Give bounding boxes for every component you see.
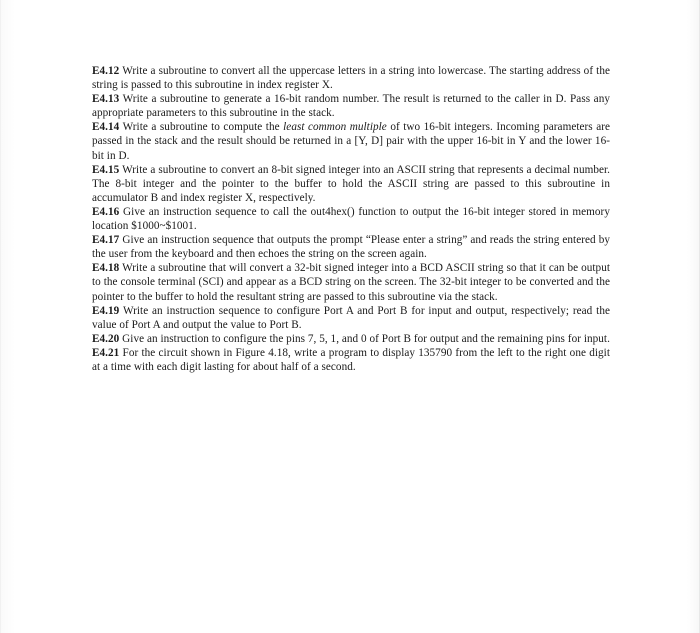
exercise-number: E4.18: [92, 262, 120, 275]
exercise-number: E4.20: [92, 332, 120, 345]
exercise-e4-20: [92, 332, 610, 346]
exercise-number: E4.14: [92, 121, 120, 134]
exercise-e4-18: [92, 261, 610, 303]
exercise-e4-14: [92, 120, 610, 162]
exercise-e4-15: [92, 163, 610, 205]
exercise-text: Write a subroutine to convert all the uppercase letters in a string into lowercase. The starting address of the string is passed to this subroutine in index register X.: [92, 65, 610, 92]
exercise-number: E4.15: [92, 163, 120, 176]
exercise-text: Write a subroutine to convert an 8-bit signed integer into an ASCII string that represents a decimal number. The 8-bit integer and the pointer to the buffer to hold the ASCII string are passed to this subroutine in accumulator B and index register X, respectively.: [92, 163, 610, 204]
exercise-text-before: Write a subroutine to compute the: [122, 121, 280, 134]
exercise-e4-19: [92, 304, 610, 332]
exercise-number: E4.12: [92, 65, 120, 77]
exercise-number: E4.16: [92, 205, 120, 218]
exercise-number: E4.13: [92, 93, 120, 106]
exercise-number: E4.17: [92, 234, 120, 247]
exercise-text: Write a subroutine that will convert a 32-bit signed integer into a BCD ASCII string so that it can be output to the console terminal (SCI) and appear as a BCD string on the screen. The 32-bit integer to be converted and the pointer to the buffer to hold the resultant string are passed to this subroutine via the stack.: [92, 262, 610, 303]
exercise-text: Give an instruction sequence that outputs the prompt “Please enter a string” and reads the string entered by the user from the keyboard and then echoes the string on the screen again.: [92, 234, 610, 261]
exercise-text: Give an instruction to configure the pins 7, 5, 1, and 0 of Port B for output and the remaining pins for input.: [122, 332, 610, 345]
exercise-e4-16: [92, 205, 610, 233]
exercise-e4-17: [92, 233, 610, 261]
exercise-e4-12: [92, 64, 610, 92]
exercise-list: [92, 64, 610, 374]
exercise-text-after: of two 16-bit integers. Incoming parameters are passed in the stack and the result should be returned in a [Y, D] pair with the upper 16-bit in Y and the lower 16-bit in D.: [92, 121, 611, 162]
exercise-text: Write an instruction sequence to configure Port A and Port B for input and output, respectively; read the value of Port A and output the value to Port B.: [92, 304, 610, 331]
exercise-number: E4.21: [92, 346, 120, 359]
exercise-number: E4.19: [92, 304, 120, 317]
exercise-text: Write a subroutine to generate a 16-bit random number. The result is returned to the caller in D. Pass any appropriate parameters to this subroutine in the stack.: [92, 93, 610, 120]
exercise-e4-21: [92, 346, 610, 374]
exercise-e4-13: [92, 92, 610, 120]
exercise-text: For the circuit shown in Figure 4.18, write a program to display 135790 from the left to the right one digit at a time with each digit lasting for about half of a second.: [92, 346, 610, 373]
exercise-emphasis: least common multiple: [283, 121, 387, 134]
exercise-text: Give an instruction sequence to call the out4hex() function to output the 16-bit integer stored in memory location $1000~$1001.: [92, 205, 610, 233]
